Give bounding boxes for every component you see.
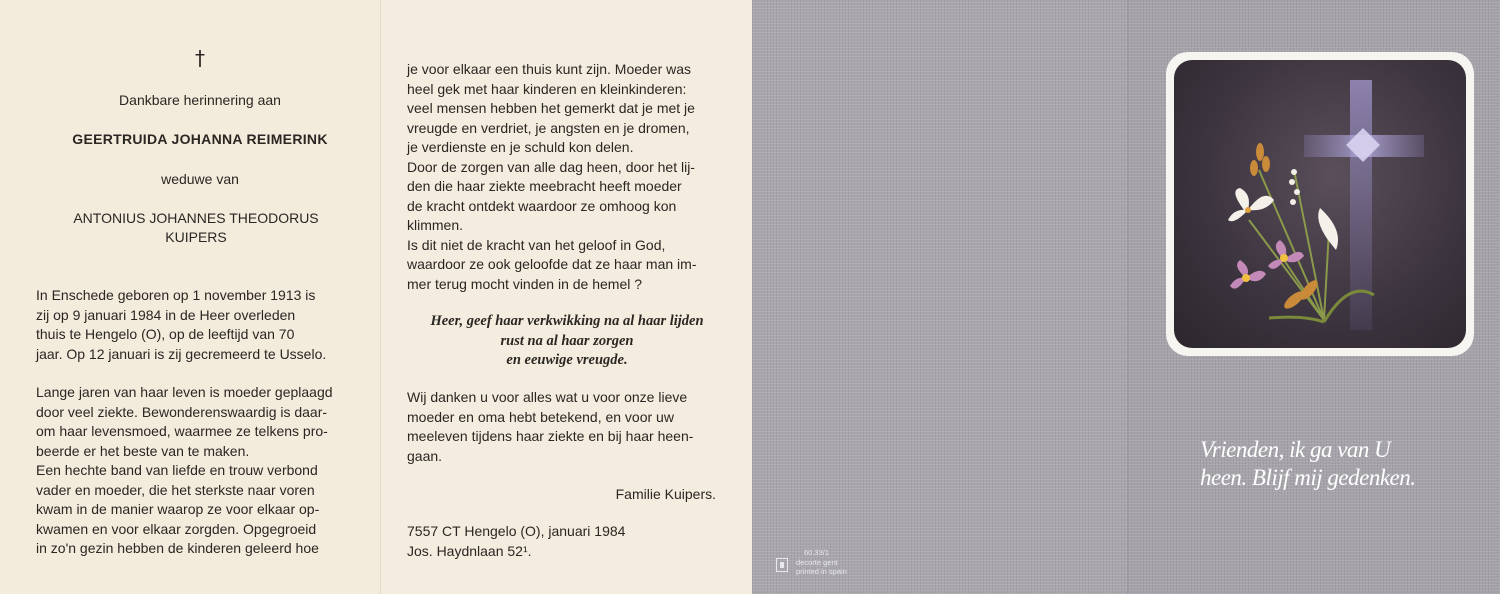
address-block bbox=[407, 522, 625, 561]
verse-line: heen. Blijf mij gedenken. bbox=[1200, 465, 1416, 490]
text-line: kwam in de manier waarop ze voor elkaar op- bbox=[36, 501, 320, 517]
tribute-paragraph bbox=[407, 60, 725, 294]
text-line: veel mensen hebben het gemerkt dat je met je bbox=[407, 100, 695, 116]
text-line: moeder en oma hebt betekend, en voor uw bbox=[407, 408, 674, 425]
text-line: gaan. bbox=[407, 447, 443, 464]
text-line: thuis te Hengelo (O), op de leeftijd van 70 bbox=[36, 326, 295, 342]
text-line: om haar levensmoed, waarmee ze telkens pro- bbox=[36, 423, 328, 439]
address-line: Jos. Haydnlaan 52¹. bbox=[407, 542, 532, 559]
text-line: vader en moeder, die het sterkste naar voren bbox=[36, 481, 315, 498]
cross-and-flowers-illustration bbox=[1174, 60, 1466, 348]
text-line: Door de zorgen van alle dag heen, door het lij- bbox=[407, 158, 695, 175]
text-line: Een hechte band van liefde en trouw verbond bbox=[36, 462, 318, 478]
verse-line: rust na al haar zorgen bbox=[500, 332, 634, 349]
remembrance-heading: Dankbare herinnering aan bbox=[119, 92, 281, 108]
printer-origin: printed in spain bbox=[796, 567, 847, 576]
card-panel-middle bbox=[380, 0, 752, 594]
card-panel-back bbox=[752, 0, 1127, 594]
biography-paragraph bbox=[36, 286, 352, 364]
printer-name: decorte gent bbox=[796, 558, 838, 567]
verse-line: en eeuwige vreugde. bbox=[506, 352, 628, 368]
text-line: Wij danken u voor alles wat u voor onze lieve bbox=[407, 389, 688, 405]
text-line: vreugde en verdriet, je angsten en je dromen, bbox=[407, 119, 690, 136]
cover-verse bbox=[1200, 436, 1460, 492]
text-line: In Enschede geboren op 1 november 1913 is bbox=[36, 287, 316, 303]
text-line: de kracht ontdekt waardoor ze omhoog kon bbox=[407, 197, 677, 214]
printer-code: 60.33/1 bbox=[804, 548, 830, 557]
text-line: waardoor ze ook geloofde dat ze haar man im- bbox=[407, 256, 697, 272]
prayer-verse bbox=[381, 312, 753, 371]
cross-flowers-icon bbox=[1174, 60, 1466, 348]
text-line: door veel ziekte. Bewonderenswaardig is daar- bbox=[36, 403, 328, 420]
verse-line: Heer, geef haar verkwikking na al haar lijden bbox=[430, 313, 704, 329]
text-line: klimmen. bbox=[407, 217, 464, 233]
text-line: je voor elkaar een thuis kunt zijn. Moeder was bbox=[407, 61, 692, 77]
text-line: mer terug mocht vinden in de hemel ? bbox=[407, 275, 643, 292]
text-line: Is dit niet de kracht van het geloof in God, bbox=[407, 236, 666, 253]
deceased-name: GEERTRUIDA JOHANNA REIMERINK bbox=[72, 131, 328, 147]
text-line: Lange jaren van haar leven is moeder geplaagd bbox=[36, 384, 333, 400]
text-line: kwamen en voor elkaar zorgden. Opgegroeid bbox=[36, 520, 317, 537]
text-line: zij op 9 januari 1984 in de Heer overleden bbox=[36, 306, 296, 323]
verse-line: Vrienden, ik ga van U bbox=[1200, 437, 1391, 462]
text-line: jaar. Op 12 januari is zij gecremeerd te Usselo. bbox=[36, 345, 327, 362]
text-line: meeleven tijdens haar ziekte en bij haar heen- bbox=[407, 428, 694, 444]
text-line: den die haar ziekte meebracht heeft moeder bbox=[407, 178, 682, 194]
thanks-paragraph bbox=[407, 388, 725, 466]
family-signature: Familie Kuipers. bbox=[615, 486, 716, 502]
text-line: je verdienste en je schuld kon delen. bbox=[407, 139, 634, 155]
life-paragraph bbox=[36, 383, 352, 559]
text-line: beerde er het beste van te maken. bbox=[36, 442, 250, 459]
relation-text: weduwe van bbox=[161, 171, 239, 187]
cross-icon: † bbox=[195, 46, 205, 70]
spouse-name-line1: ANTONIUS JOHANNES THEODORUS bbox=[73, 210, 319, 226]
spouse-name-line2: KUIPERS bbox=[165, 229, 227, 245]
text-line: heel gek met haar kinderen en kleinkinderen: bbox=[407, 80, 687, 97]
printer-logo-icon bbox=[776, 558, 788, 572]
text-line: in zo'n gezin hebben de kinderen geleerd hoe bbox=[36, 540, 319, 556]
address-line: 7557 CT Hengelo (O), januari 1984 bbox=[407, 523, 626, 539]
